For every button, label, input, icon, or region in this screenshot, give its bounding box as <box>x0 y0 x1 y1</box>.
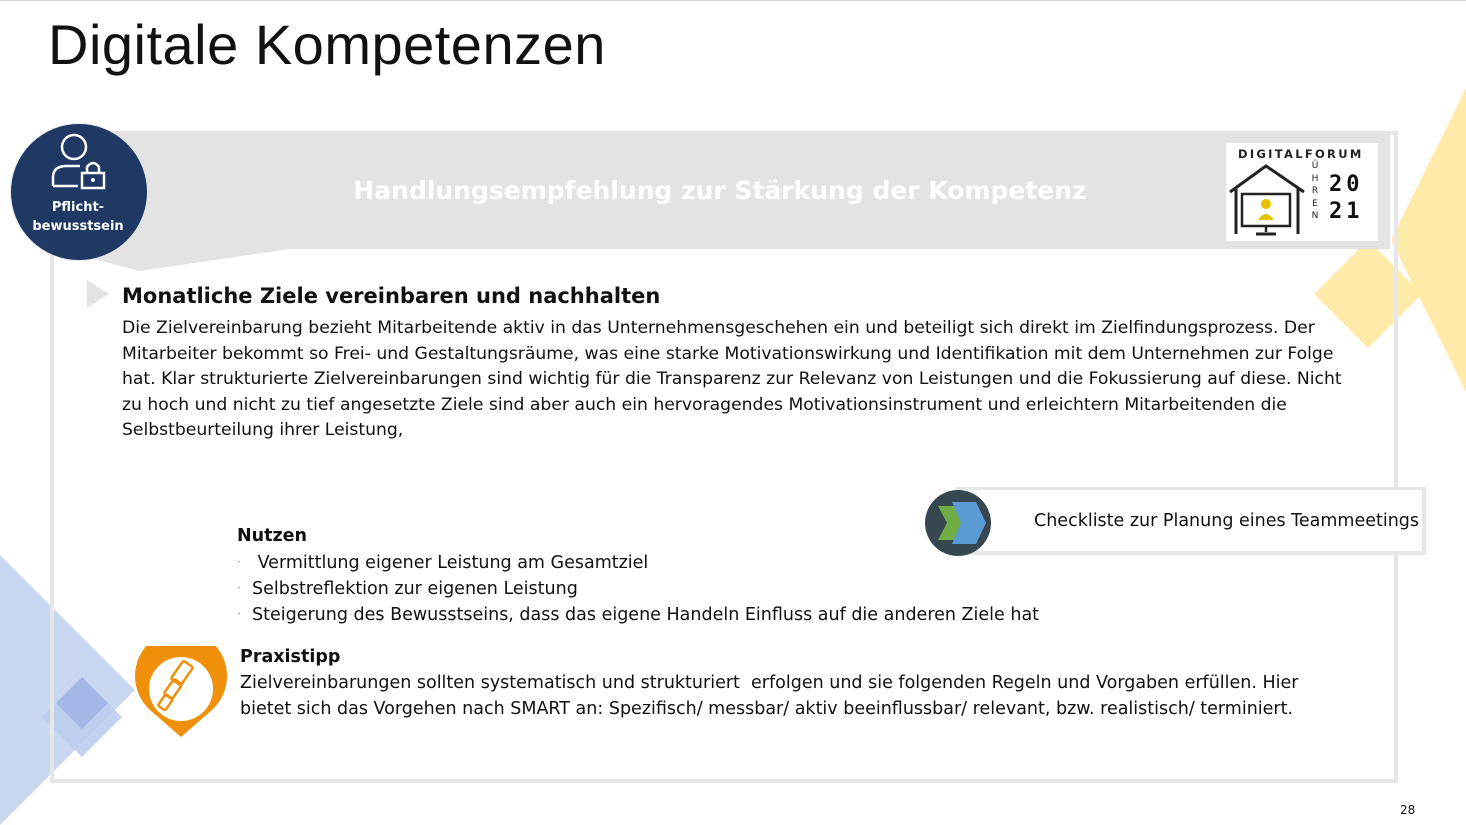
list-item: · Vermittlung eigener Leistung am Gesamtziel <box>237 550 1039 576</box>
page-number: 28 <box>1400 803 1416 817</box>
list-item: · Selbstreflektion zur eigenen Leistung <box>237 576 1039 602</box>
checklist-label[interactable]: Checkliste zur Planung eines Teammeetings <box>1034 511 1420 531</box>
nutzen-list <box>237 550 1039 628</box>
section-body: Die Zielvereinbarung bezieht Mitarbeitende aktiv in das Unternehmensgeschehen ein und beteiligt sich direkt im Zielfindungsprozess. Der Mitarbeiter bekommt so Frei- und Gestaltungsräume, was eine starke Motivationswirkung und Identifikation mit dem Unternehmen zur Folge hat. Klar strukturierte Zielvereinbarungen sind wichtig für die Transparenz zur Relevanz von Leistungen und die Fokussierung auf diese. Nicht zu hoch und nicht zu tief angesetzte Ziele sind aber auch ein hervoragendes Motivationsinstrument und erleichtern Mitarbeitenden die Selbstbeurteilung ihrer Leistung, <box>122 318 1342 441</box>
logo-year: 20 21 <box>1329 172 1364 224</box>
badge-label: Pflicht- bewusstsein <box>32 200 124 234</box>
logo-text: DIGITALFORUM <box>1238 147 1364 161</box>
person-lock-icon <box>44 131 110 193</box>
praxistipp-heading: Praxistipp <box>240 647 341 667</box>
house-monitor-icon <box>1228 162 1308 240</box>
slide-title: Digitale Kompetenzen <box>48 13 606 76</box>
logo-vertical-letters: Ü H R E N <box>1311 161 1319 222</box>
banner-title: Handlungsempfehlung zur Stärkung der Kompetenz <box>353 176 1087 205</box>
list-item: · Steigerung des Bewusstseins, dass das eigene Handeln Einfluss auf die anderen Ziele hat <box>237 602 1039 628</box>
chevron-arrow-icon <box>924 489 992 557</box>
telescope-icon <box>134 646 228 740</box>
nutzen-heading: Nutzen <box>237 526 307 546</box>
praxistipp-text: Zielvereinbarungen sollten systematisch und strukturiert erfolgen und sie folgenden Regeln und Vorgaben erfüllen. Hier bietet sich das Vorgehen nach SMART an: Spezifisch/ messbar/ aktiv beeinflussbar/ relevant, bzw. realistisch/ terminiert. <box>240 673 1305 719</box>
yellow-decor-large <box>1391 88 1466 392</box>
section-arrow-icon <box>86 279 110 309</box>
section-title: Monatliche Ziele vereinbaren und nachhalten <box>122 284 661 308</box>
